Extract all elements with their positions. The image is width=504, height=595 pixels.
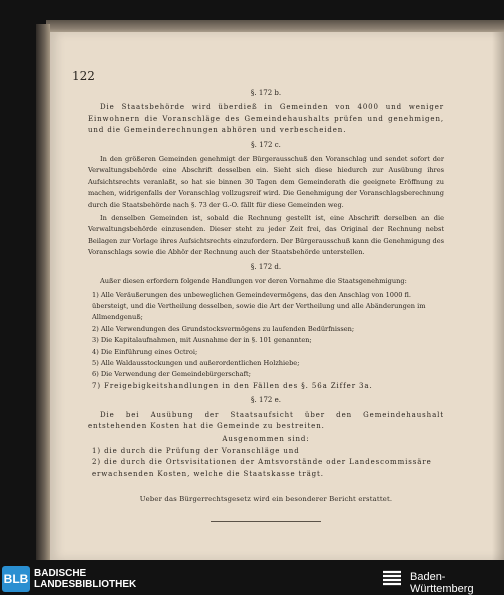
- blb-line-2: LANDESBIBLIOTHEK: [34, 579, 137, 590]
- closing-rule: [211, 521, 321, 522]
- blb-logo[interactable]: BLB: [2, 566, 30, 592]
- bw-lions-icon: [380, 567, 404, 589]
- closing-note: Ueber das Bürgerrechtsgesetz wird ein besonderer Bericht erstattet.: [139, 495, 393, 503]
- list-item-172d-4: 4) Die Einführung eines Octroi;: [92, 347, 198, 356]
- section-heading-172e: §. 172 e.: [251, 396, 281, 405]
- list-item-172e-1: 1) die durch die Prüfung der Voranschläge und: [92, 446, 300, 455]
- list-item-172d-6: 6) Die Verwendung der Gemeindebürgerschaft;: [92, 370, 251, 379]
- paragraph-172e: Die bei Ausübung der Staatsaufsicht über den Gemeindehaushalt entstehenden Kosten hat die Gemeinde zu bestreiten.: [88, 410, 444, 430]
- subheading-172e: Ausgenommen sind:: [222, 435, 310, 444]
- list-item-172e-2: 2) die durch die Ortsvisitationen der Amtsvorstände oder Landescommissäre erwachsenden Kosten, welche die Staatskasse trägt.: [92, 458, 432, 478]
- list-item-172d-3: 3) Die Kapitalaufnahmen, mit Ausnahme der in §. 101 genannten;: [92, 336, 312, 345]
- list-item-172d-1: 1) Alle Veräußerungen des unbeweglichen Gemeindevermögens, das den Anschlag von 1000 fl. übersteigt, und die Vertheilung desselben, sowie die Art der Vertheilung und alle Abänderungen im Allmendgenuß;: [92, 290, 426, 322]
- list-item-172d-7: 7) Freigebigkeitshandlungen in den Fällen des §. 56a Ziffer 3a.: [92, 381, 373, 390]
- paragraph-172b: Die Staatsbehörde wird überdieß in Gemeinden von 4000 und weniger Einwohnern die Voranschläge des Gemeindehaushalts prüfen und genehmigen, und die Gemeinderechnungen abhören und verbescheiden.: [88, 103, 444, 135]
- section-heading-172c: §. 172 c.: [251, 140, 281, 149]
- section-heading-172b: §. 172 b.: [250, 89, 282, 97]
- page-fold-shadow: [492, 32, 504, 560]
- list-item-172d-2: 2) Alle Verwendungen des Grundstocksvermögens zu laufenden Bedürfnissen;: [92, 324, 355, 333]
- document-body: [88, 85, 444, 522]
- section-heading-172d: §. 172 d.: [250, 262, 282, 271]
- paragraph-172c-2: In denselben Gemeinden ist, sobald die Rechnung gestellt ist, eine Abschrift derselben an die Verwaltungsbehörde einzusenden. Dieser steht zu jeder Zeit frei, das Original der Rechnung nebst Beilagen zur Vorlage ihres Aufsichtsrechts einzufordern. Der Bürgerausschuß kann die Genehmigung des Voranschlags sowie die Abhör der Rechnung auch der Staatsbehörde unterstellen.: [88, 214, 444, 257]
- paragraph-172c-1: In den größeren Gemeinden genehmigt der Bürgerausschuß den Voranschlag und sendet sofort der Verwaltungsbehörde eine Abschrift desselben ein. Sieht sich diese hiedurch zur Ausübung ihres Aufsichtsrechts veranlaßt, so hat sie binnen 30 Tagen dem Gemeinderath die geeignete Eröffnung zu machen, widrigenfalls der Voranschlag vollzugsreif wird. Die Genehmigung der Voranschlagsberechnung durch die Staatsbehörde nach §. 73 der G.-O. fällt für diese Gemeinden weg.: [88, 155, 444, 209]
- blb-library-name[interactable]: [34, 568, 136, 590]
- blb-line-1: BADISCHE: [34, 568, 87, 579]
- paragraph-172d-intro: Außer diesen erfordern folgende Handlungen vor deren Vornahme die Staatsgenehmigung:: [100, 277, 407, 286]
- list-item-172d-5: 5) Alle Waldausstockungen und außerordentlichen Holzhiebe;: [92, 358, 300, 367]
- page-number: 122: [72, 69, 95, 83]
- bw-state-label[interactable]: Baden-Württemberg: [410, 571, 474, 595]
- book-spine-edge: [36, 24, 50, 560]
